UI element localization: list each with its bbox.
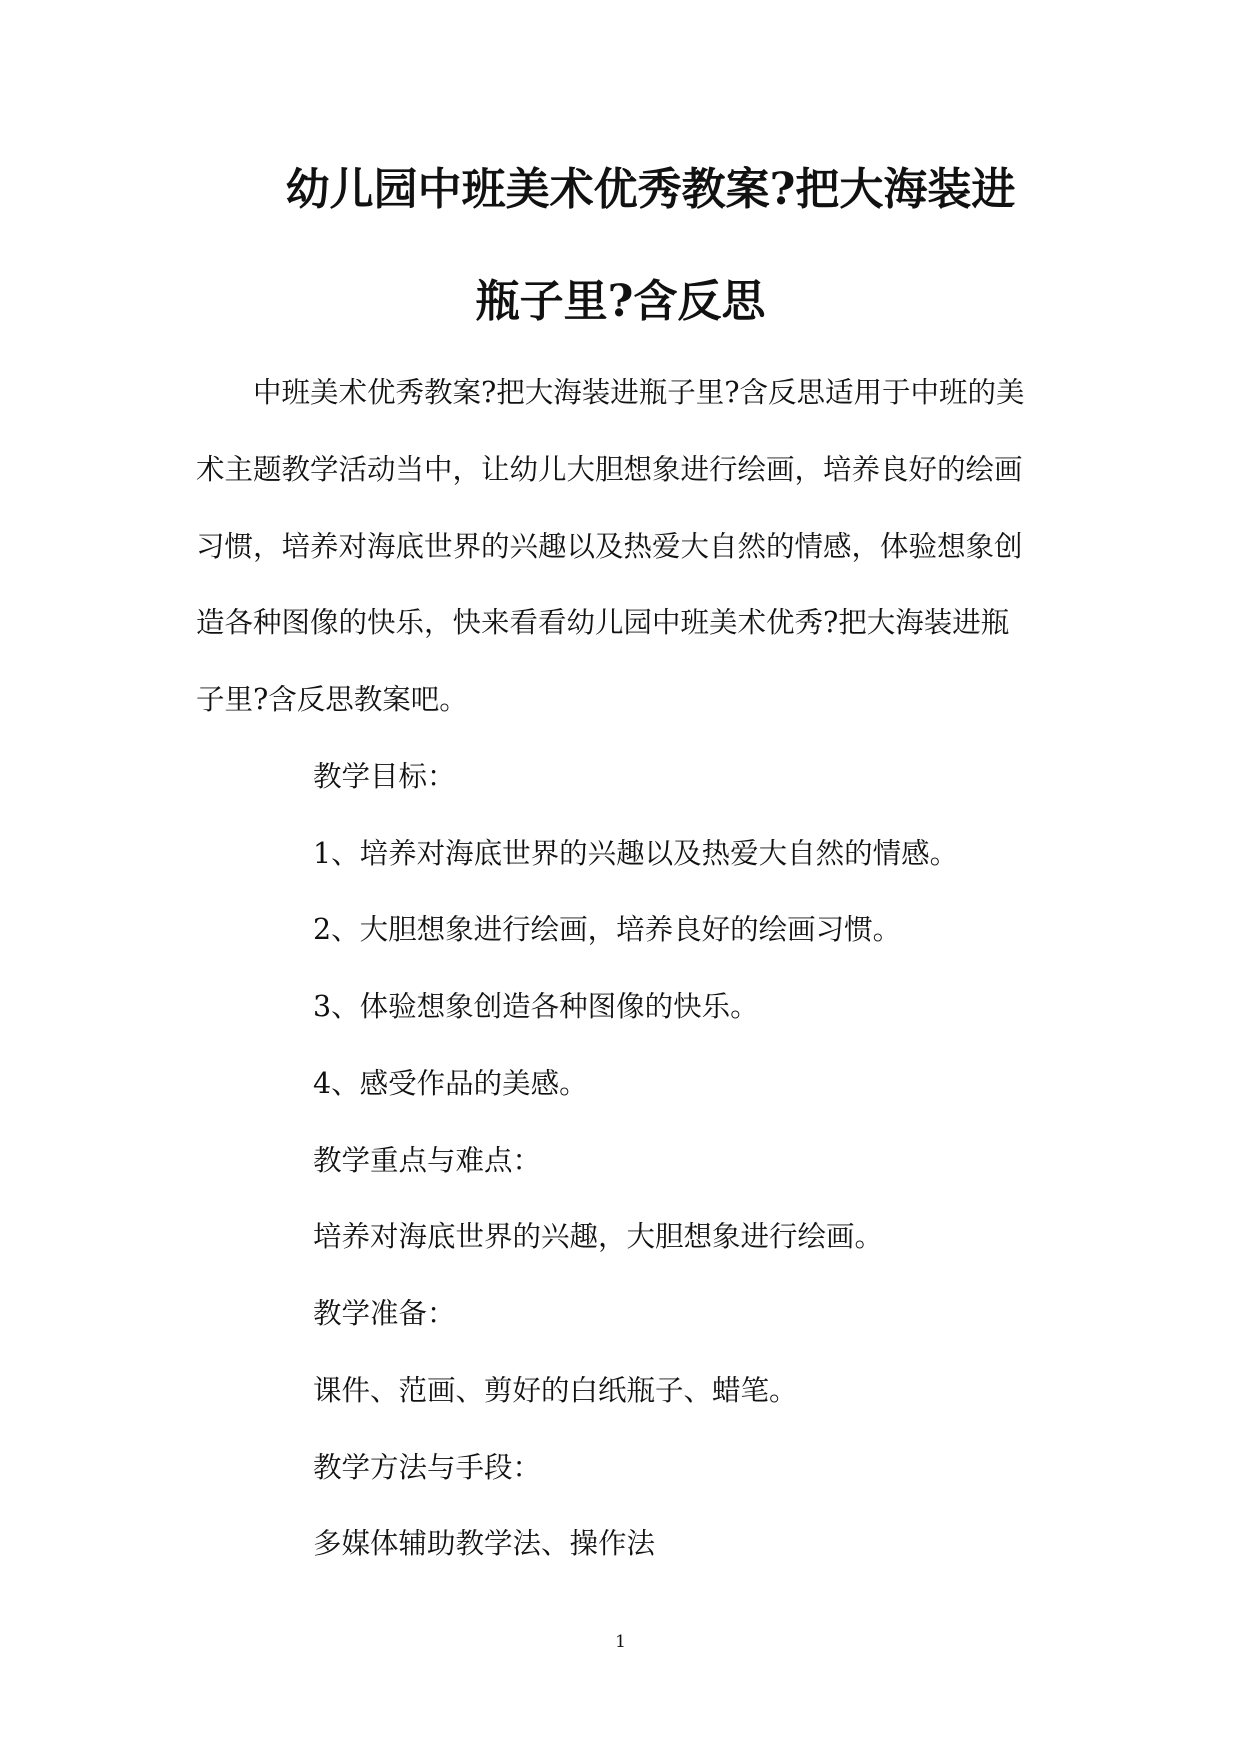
intro-line: 中班美术优秀教案?把大海装进瓶子里?含反思适用于中班的美	[253, 376, 1025, 409]
intro-line: 习惯，培养对海底世界的兴趣以及热爱大自然的情感，体验想象创	[196, 530, 1023, 563]
section-heading-objectives: 教学目标：	[313, 760, 456, 793]
objective-item: 1、培养对海底世界的兴趣以及热爱大自然的情感。	[313, 837, 959, 870]
page-number: 1	[615, 1632, 626, 1652]
intro-line: 子里?含反思教案吧。	[196, 683, 468, 716]
intro-line: 造各种图像的快乐，快来看看幼儿园中班美术优秀?把大海装进瓶	[196, 606, 1010, 639]
section-heading-methods: 教学方法与手段：	[313, 1451, 542, 1484]
key-points-text: 培养对海底世界的兴趣，大胆想象进行绘画。	[313, 1220, 884, 1253]
section-heading-key-points: 教学重点与难点：	[313, 1144, 542, 1177]
objective-item: 4、感受作品的美感。	[313, 1067, 588, 1100]
methods-text: 多媒体辅助教学法、操作法	[313, 1527, 656, 1560]
document-title-line-2: 瓶子里?含反思	[475, 276, 766, 327]
objective-item: 3、体验想象创造各种图像的快乐。	[313, 990, 759, 1023]
preparation-text: 课件、范画、剪好的白纸瓶子、蜡笔。	[313, 1374, 798, 1407]
section-heading-preparation: 教学准备：	[313, 1297, 456, 1330]
objective-item: 2、大胆想象进行绘画，培养良好的绘画习惯。	[313, 913, 902, 946]
document-title-line-1: 幼儿园中班美术优秀教案?把大海装进	[285, 164, 1016, 215]
intro-line: 术主题教学活动当中，让幼儿大胆想象进行绘画，培养良好的绘画	[196, 453, 1023, 486]
